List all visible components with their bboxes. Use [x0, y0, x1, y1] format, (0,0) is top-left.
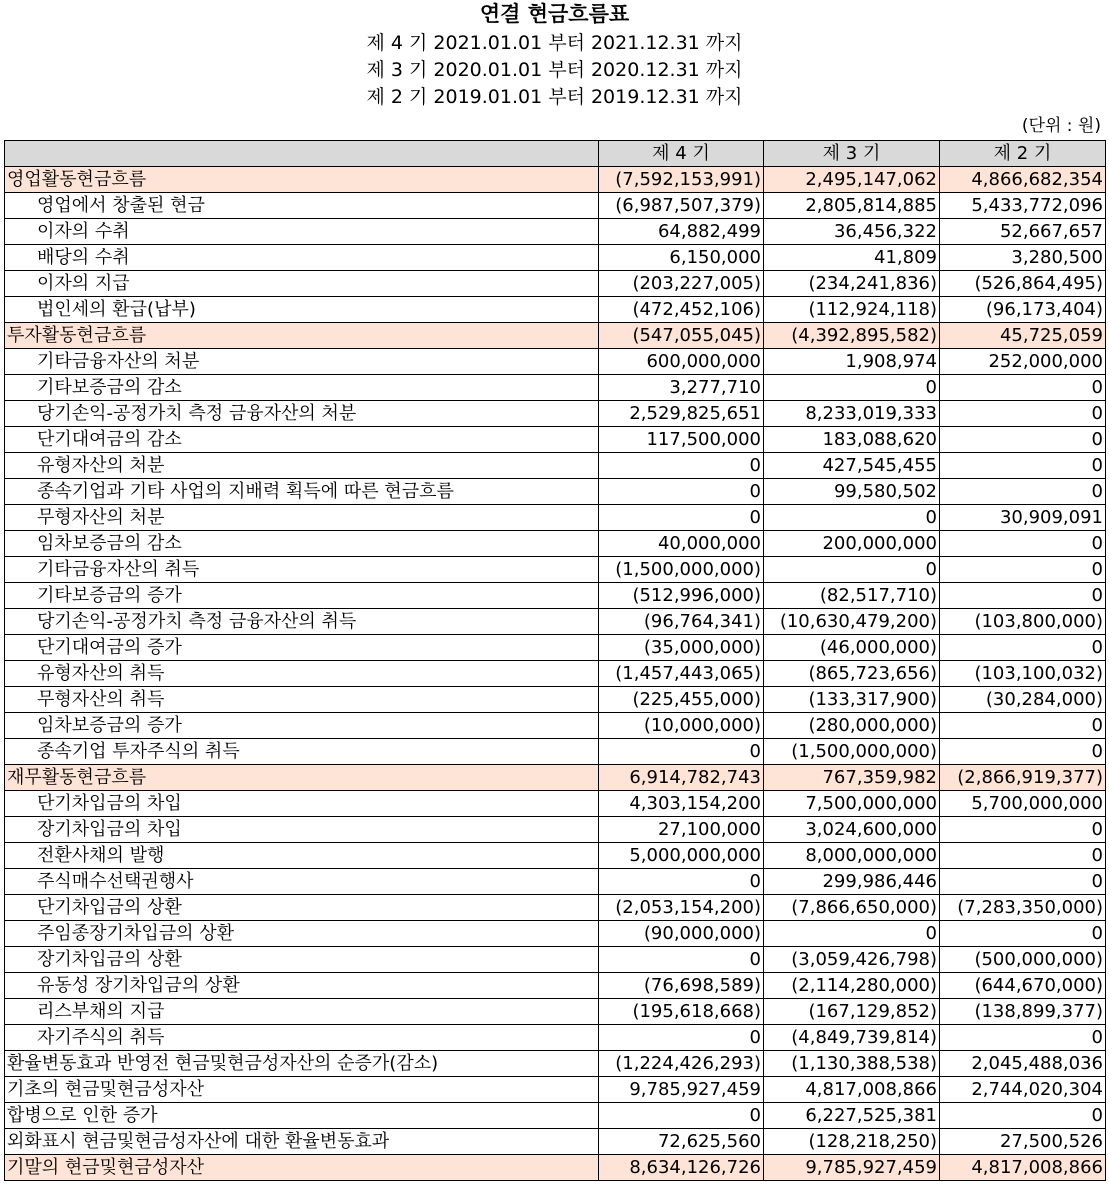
row-label: 기타보증금의 감소 — [5, 375, 599, 401]
cash-flow-table — [4, 140, 1106, 1181]
value-period-4: (225,455,000) — [599, 687, 764, 713]
row-label: 이자의 지급 — [5, 271, 599, 297]
value-period-3: 36,456,322 — [764, 219, 940, 245]
value-period-3: 8,000,000,000 — [764, 843, 940, 869]
row-label: 기타보증금의 증가 — [5, 583, 599, 609]
value-period-4: (76,698,589) — [599, 973, 764, 999]
value-period-2: 0 — [940, 1103, 1106, 1129]
row-label: 이자의 수취 — [5, 219, 599, 245]
value-period-3: (133,317,900) — [764, 687, 940, 713]
value-period-2: (30,284,000) — [940, 687, 1106, 713]
value-period-4: (2,053,154,200) — [599, 895, 764, 921]
value-period-4: (1,500,000,000) — [599, 557, 764, 583]
value-period-3: (128,218,250) — [764, 1129, 940, 1155]
value-period-4: 2,529,825,651 — [599, 401, 764, 427]
row-label: 종속기업과 기타 사업의 지배력 획득에 따른 현금흐름 — [5, 479, 599, 505]
value-period-3: 41,809 — [764, 245, 940, 271]
value-period-2: 52,667,657 — [940, 219, 1106, 245]
row-label: 영업에서 창출된 현금 — [5, 193, 599, 219]
value-period-3: (10,630,479,200) — [764, 609, 940, 635]
value-period-2: 3,280,500 — [940, 245, 1106, 271]
value-period-4: 4,303,154,200 — [599, 791, 764, 817]
value-period-2: (7,283,350,000) — [940, 895, 1106, 921]
value-period-2: 4,866,682,354 — [940, 167, 1106, 193]
row-label: 단기차입금의 상환 — [5, 895, 599, 921]
table-row — [5, 1025, 1106, 1051]
row-label: 장기차입금의 차입 — [5, 817, 599, 843]
value-period-2: (644,670,000) — [940, 973, 1106, 999]
table-row — [5, 245, 1106, 271]
value-period-3: 1,908,974 — [764, 349, 940, 375]
table-row — [5, 219, 1106, 245]
value-period-2: (103,100,032) — [940, 661, 1106, 687]
section-row — [5, 1155, 1106, 1181]
value-period-3: (234,241,836) — [764, 271, 940, 297]
column-header-period-3: 제 3 기 — [764, 141, 940, 167]
value-period-4: (1,457,443,065) — [599, 661, 764, 687]
value-period-4: 0 — [599, 1103, 764, 1129]
value-period-3: 2,495,147,062 — [764, 167, 940, 193]
value-period-3: 9,785,927,459 — [764, 1155, 940, 1181]
value-period-2: 0 — [940, 427, 1106, 453]
value-period-3: (280,000,000) — [764, 713, 940, 739]
table-row — [5, 1129, 1106, 1155]
row-label: 환율변동효과 반영전 현금및현금성자산의 순증가(감소) — [5, 1051, 599, 1077]
value-period-2: (96,173,404) — [940, 297, 1106, 323]
section-row — [5, 765, 1106, 791]
value-period-2: 5,700,000,000 — [940, 791, 1106, 817]
row-label: 유형자산의 처분 — [5, 453, 599, 479]
row-label: 합병으로 인한 증가 — [5, 1103, 599, 1129]
statement-title: 연결 현금흐름표 — [479, 2, 630, 26]
row-label: 외화표시 현금및현금성자산에 대한 환율변동효과 — [5, 1129, 599, 1155]
value-period-3: (1,500,000,000) — [764, 739, 940, 765]
row-label: 임차보증금의 증가 — [5, 713, 599, 739]
value-period-2: 0 — [940, 479, 1106, 505]
table-row — [5, 713, 1106, 739]
value-period-4: (35,000,000) — [599, 635, 764, 661]
value-period-2: 4,817,008,866 — [940, 1155, 1106, 1181]
value-period-2: 0 — [940, 921, 1106, 947]
row-label: 당기손익-공정가치 측정 금융자산의 처분 — [5, 401, 599, 427]
value-period-4: 3,277,710 — [599, 375, 764, 401]
value-period-3: 8,233,019,333 — [764, 401, 940, 427]
value-period-2: 0 — [940, 635, 1106, 661]
value-period-4: (7,592,153,991) — [599, 167, 764, 193]
value-period-4: 0 — [599, 479, 764, 505]
value-period-4: 600,000,000 — [599, 349, 764, 375]
value-period-4: (6,987,507,379) — [599, 193, 764, 219]
row-label: 유동성 장기차입금의 상환 — [5, 973, 599, 999]
row-label: 단기대여금의 감소 — [5, 427, 599, 453]
value-period-4: (96,764,341) — [599, 609, 764, 635]
value-period-4: 6,150,000 — [599, 245, 764, 271]
value-period-2: 0 — [940, 739, 1106, 765]
value-period-4: (203,227,005) — [599, 271, 764, 297]
section-row — [5, 323, 1106, 349]
value-period-4: (472,452,106) — [599, 297, 764, 323]
value-period-3: 767,359,982 — [764, 765, 940, 791]
value-period-2: 27,500,526 — [940, 1129, 1106, 1155]
period-line-2: 제 2 기 2019.01.01 부터 2019.12.31 까지 — [366, 86, 743, 108]
value-period-3: (4,849,739,814) — [764, 1025, 940, 1051]
value-period-4: 5,000,000,000 — [599, 843, 764, 869]
value-period-2: 2,045,488,036 — [940, 1051, 1106, 1077]
value-period-2: 30,909,091 — [940, 505, 1106, 531]
row-label: 자기주식의 취득 — [5, 1025, 599, 1051]
table-row — [5, 661, 1106, 687]
row-label: 영업활동현금흐름 — [5, 167, 599, 193]
value-period-3: (82,517,710) — [764, 583, 940, 609]
value-period-3: 0 — [764, 921, 940, 947]
value-period-2: 0 — [940, 401, 1106, 427]
row-label: 기초의 현금및현금성자산 — [5, 1077, 599, 1103]
table-row — [5, 531, 1106, 557]
table-row — [5, 609, 1106, 635]
table-row — [5, 349, 1106, 375]
table-row — [5, 557, 1106, 583]
table-row — [5, 869, 1106, 895]
row-label: 임차보증금의 감소 — [5, 531, 599, 557]
table-row — [5, 583, 1106, 609]
row-label: 기타금융자산의 처분 — [5, 349, 599, 375]
value-period-2: 252,000,000 — [940, 349, 1106, 375]
value-period-4: 72,625,560 — [599, 1129, 764, 1155]
value-period-4: 9,785,927,459 — [599, 1077, 764, 1103]
row-label: 투자활동현금흐름 — [5, 323, 599, 349]
table-row — [5, 505, 1106, 531]
value-period-3: 3,024,600,000 — [764, 817, 940, 843]
value-period-3: 200,000,000 — [764, 531, 940, 557]
row-label: 기타금융자산의 취득 — [5, 557, 599, 583]
table-row — [5, 427, 1106, 453]
table-row — [5, 921, 1106, 947]
value-period-2: 5,433,772,096 — [940, 193, 1106, 219]
value-period-2: 2,744,020,304 — [940, 1077, 1106, 1103]
value-period-2: (103,800,000) — [940, 609, 1106, 635]
row-label: 법인세의 환급(납부) — [5, 297, 599, 323]
row-label: 리스부채의 지급 — [5, 999, 599, 1025]
table-row — [5, 791, 1106, 817]
value-period-4: 8,634,126,726 — [599, 1155, 764, 1181]
value-period-4: (195,618,668) — [599, 999, 764, 1025]
period-line-4: 제 4 기 2021.01.01 부터 2021.12.31 까지 — [366, 32, 743, 54]
value-period-3: 4,817,008,866 — [764, 1077, 940, 1103]
table-row — [5, 973, 1106, 999]
value-period-4: 0 — [599, 1025, 764, 1051]
table-row — [5, 947, 1106, 973]
row-label: 기말의 현금및현금성자산 — [5, 1155, 599, 1181]
value-period-4: 27,100,000 — [599, 817, 764, 843]
table-row — [5, 297, 1106, 323]
row-label: 전환사채의 발행 — [5, 843, 599, 869]
value-period-3: (46,000,000) — [764, 635, 940, 661]
table-row — [5, 843, 1106, 869]
value-period-4: (512,996,000) — [599, 583, 764, 609]
value-period-4: 117,500,000 — [599, 427, 764, 453]
table-row — [5, 193, 1106, 219]
value-period-2: 0 — [940, 557, 1106, 583]
value-period-3: (2,114,280,000) — [764, 973, 940, 999]
value-period-3: 0 — [764, 375, 940, 401]
value-period-2: 0 — [940, 583, 1106, 609]
row-label: 배당의 수취 — [5, 245, 599, 271]
row-label: 재무활동현금흐름 — [5, 765, 599, 791]
value-period-3: 99,580,502 — [764, 479, 940, 505]
table-row — [5, 453, 1106, 479]
value-period-4: 6,914,782,743 — [599, 765, 764, 791]
value-period-3: 183,088,620 — [764, 427, 940, 453]
column-header-period-2: 제 2 기 — [940, 141, 1106, 167]
row-label: 주식매수선택권행사 — [5, 869, 599, 895]
value-period-3: (865,723,656) — [764, 661, 940, 687]
value-period-2: (500,000,000) — [940, 947, 1106, 973]
value-period-3: 0 — [764, 505, 940, 531]
value-period-3: (167,129,852) — [764, 999, 940, 1025]
value-period-2: 0 — [940, 869, 1106, 895]
row-label: 유형자산의 취득 — [5, 661, 599, 687]
value-period-2: 0 — [940, 375, 1106, 401]
value-period-2: 0 — [940, 713, 1106, 739]
value-period-3: (7,866,650,000) — [764, 895, 940, 921]
value-period-4: (1,224,426,293) — [599, 1051, 764, 1077]
value-period-4: 0 — [599, 505, 764, 531]
table-header-row — [5, 141, 1106, 167]
value-period-3: (112,924,118) — [764, 297, 940, 323]
row-label: 단기대여금의 증가 — [5, 635, 599, 661]
value-period-4: (90,000,000) — [599, 921, 764, 947]
table-row — [5, 1051, 1106, 1077]
value-period-3: 299,986,446 — [764, 869, 940, 895]
value-period-3: (4,392,895,582) — [764, 323, 940, 349]
table-row — [5, 1103, 1106, 1129]
value-period-3: 6,227,525,381 — [764, 1103, 940, 1129]
table-row — [5, 479, 1106, 505]
row-label: 당기손익-공정가치 측정 금융자산의 취득 — [5, 609, 599, 635]
table-row — [5, 375, 1106, 401]
value-period-3: (3,059,426,798) — [764, 947, 940, 973]
table-row — [5, 401, 1106, 427]
value-period-2: 0 — [940, 453, 1106, 479]
row-label: 단기차입금의 차입 — [5, 791, 599, 817]
value-period-4: 0 — [599, 947, 764, 973]
period-line-3: 제 3 기 2020.01.01 부터 2020.12.31 까지 — [366, 59, 743, 81]
value-period-2: 45,725,059 — [940, 323, 1106, 349]
value-period-3: 7,500,000,000 — [764, 791, 940, 817]
row-label: 종속기업 투자주식의 취득 — [5, 739, 599, 765]
table-row — [5, 687, 1106, 713]
row-label: 주임종장기차입금의 상환 — [5, 921, 599, 947]
value-period-2: 0 — [940, 1025, 1106, 1051]
table-row — [5, 635, 1106, 661]
row-label: 장기차입금의 상환 — [5, 947, 599, 973]
value-period-2: (138,899,377) — [940, 999, 1106, 1025]
table-row — [5, 895, 1106, 921]
row-label: 무형자산의 처분 — [5, 505, 599, 531]
section-row — [5, 167, 1106, 193]
row-label: 무형자산의 취득 — [5, 687, 599, 713]
table-row — [5, 271, 1106, 297]
value-period-3: 427,545,455 — [764, 453, 940, 479]
value-period-3: 2,805,814,885 — [764, 193, 940, 219]
column-header-period-4: 제 4 기 — [599, 141, 764, 167]
table-row — [5, 1077, 1106, 1103]
column-header-item — [5, 141, 599, 167]
value-period-4: (547,055,045) — [599, 323, 764, 349]
value-period-2: 0 — [940, 531, 1106, 557]
unit-label: (단위 : 원) — [1021, 116, 1101, 136]
value-period-4: 64,882,499 — [599, 219, 764, 245]
value-period-4: (10,000,000) — [599, 713, 764, 739]
value-period-4: 0 — [599, 453, 764, 479]
value-period-4: 0 — [599, 739, 764, 765]
table-row — [5, 999, 1106, 1025]
table-row — [5, 739, 1106, 765]
value-period-4: 40,000,000 — [599, 531, 764, 557]
value-period-3: 0 — [764, 557, 940, 583]
value-period-2: 0 — [940, 817, 1106, 843]
value-period-4: 0 — [599, 869, 764, 895]
value-period-2: 0 — [940, 843, 1106, 869]
table-body — [5, 167, 1106, 1181]
value-period-2: (526,864,495) — [940, 271, 1106, 297]
table-row — [5, 817, 1106, 843]
value-period-2: (2,866,919,377) — [940, 765, 1106, 791]
value-period-3: (1,130,388,538) — [764, 1051, 940, 1077]
